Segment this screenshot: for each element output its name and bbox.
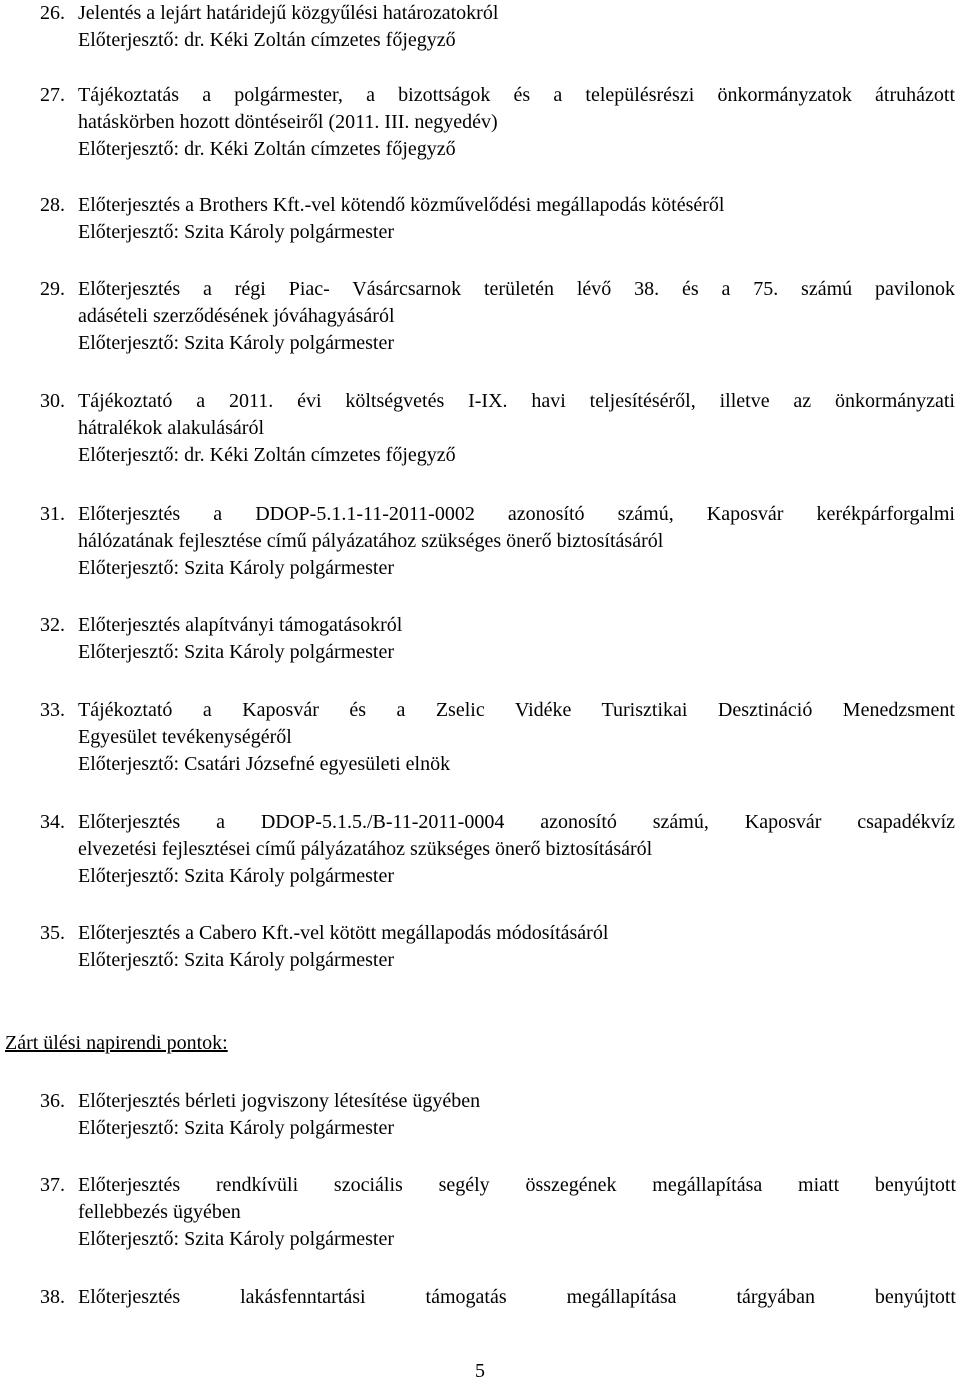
item-number: 33. xyxy=(40,699,65,721)
agenda-item-31 xyxy=(40,501,955,582)
item-title-continued: Egyesület tevékenységéről xyxy=(78,726,292,748)
item-title: Előterjesztés lakásfenntartási támogatás megállapítása tárgyában benyújtott xyxy=(78,1286,956,1308)
item-number: 36. xyxy=(40,1090,65,1112)
agenda-item-37 xyxy=(40,1172,956,1253)
agenda-item-32 xyxy=(40,612,955,666)
item-title-continued: adásételi szerződésének jóváhagyásáról xyxy=(78,305,395,327)
agenda-item-33 xyxy=(40,697,955,778)
item-number: 30. xyxy=(40,390,65,412)
agenda-item-38 xyxy=(40,1284,956,1311)
item-title: Előterjesztés alapítványi támogatásokról xyxy=(78,614,403,636)
item-number: 34. xyxy=(40,811,65,833)
item-number: 29. xyxy=(40,278,65,300)
item-title-continued: hátralékok alakulásáról xyxy=(78,417,265,439)
item-title: Előterjesztés bérleti jogviszony létesítése ügyében xyxy=(78,1090,481,1112)
item-title: Jelentés a lejárt határidejű közgyűlési határozatokról xyxy=(78,2,499,24)
page-number: 5 xyxy=(475,1360,485,1382)
agenda-item-34 xyxy=(40,809,955,890)
item-number: 35. xyxy=(40,922,65,944)
item-title-continued: elvezetési fejlesztései című pályázatához szükséges önerő biztosításáról xyxy=(78,838,653,860)
agenda-item-30 xyxy=(40,388,955,469)
item-title: Előterjesztés rendkívüli szociális segély összegének megállapítása miatt benyújtott xyxy=(78,1174,956,1196)
agenda-item-35 xyxy=(40,920,955,974)
agenda-item-27 xyxy=(40,82,955,163)
item-title: Előterjesztés a Brothers Kft.-vel kötendő közművelődési megállapodás kötéséről xyxy=(78,194,725,216)
agenda-item-28 xyxy=(40,192,955,246)
item-title: Tájékoztató a 2011. évi költségvetés I-IX. havi teljesítéséről, illetve az önkormányzati xyxy=(78,390,955,412)
item-number: 28. xyxy=(40,194,65,216)
item-presenter: Előterjesztő: Szita Károly polgármester xyxy=(78,641,395,663)
item-title: Előterjesztés a régi Piac- Vásárcsarnok területén lévő 38. és a 75. számú pavilonok xyxy=(78,278,955,300)
item-number: 26. xyxy=(40,2,65,24)
item-title: Előterjesztés a DDOP-5.1.5./B-11-2011-0004 azonosító számú, Kaposvár csapadékvíz xyxy=(78,811,955,833)
agenda-item-26 xyxy=(40,0,955,54)
item-number: 31. xyxy=(40,503,65,525)
item-title-continued: hatáskörben hozott döntéseiről (2011. III. negyedév) xyxy=(78,111,498,133)
item-presenter: Előterjesztő: Szita Károly polgármester xyxy=(78,332,395,354)
agenda-item-29 xyxy=(40,276,955,357)
item-number: 38. xyxy=(40,1286,65,1308)
item-number: 27. xyxy=(40,84,65,106)
item-presenter: Előterjesztő: dr. Kéki Zoltán címzetes főjegyző xyxy=(78,138,456,160)
item-number: 37. xyxy=(40,1174,65,1196)
item-number: 32. xyxy=(40,614,65,636)
item-title-continued: hálózatának fejlesztése című pályázatához szükséges önerő biztosításáról xyxy=(78,530,664,552)
item-title: Előterjesztés a Cabero Kft.-vel kötött megállapodás módosításáról xyxy=(78,922,609,944)
item-title: Tájékoztató a Kaposvár és a Zselic Vidéke Turisztikai Desztináció Menedzsment xyxy=(78,699,955,721)
item-title: Tájékoztatás a polgármester, a bizottságok és a településrészi önkormányzatok átruházott xyxy=(78,84,955,106)
item-presenter: Előterjesztő: dr. Kéki Zoltán címzetes főjegyző xyxy=(78,29,456,51)
item-presenter: Előterjesztő: Szita Károly polgármester xyxy=(78,1117,395,1139)
item-presenter: Előterjesztő: Szita Károly polgármester xyxy=(78,221,395,243)
item-title-continued: fellebbezés ügyében xyxy=(78,1201,241,1223)
item-presenter: Előterjesztő: Szita Károly polgármester xyxy=(78,865,395,887)
agenda-item-36 xyxy=(40,1088,956,1142)
item-presenter: Előterjesztő: Szita Károly polgármester xyxy=(78,949,395,971)
item-presenter: Előterjesztő: Szita Károly polgármester xyxy=(78,1228,395,1250)
closed-session-heading: Zárt ülési napirendi pontok: xyxy=(5,1032,228,1054)
item-title: Előterjesztés a DDOP-5.1.1-11-2011-0002 azonosító számú, Kaposvár kerékpárforgalmi xyxy=(78,503,955,525)
item-presenter: Előterjesztő: Csatári Józsefné egyesületi elnök xyxy=(78,753,451,775)
item-presenter: Előterjesztő: Szita Károly polgármester xyxy=(78,557,395,579)
item-presenter: Előterjesztő: dr. Kéki Zoltán címzetes főjegyző xyxy=(78,444,456,466)
